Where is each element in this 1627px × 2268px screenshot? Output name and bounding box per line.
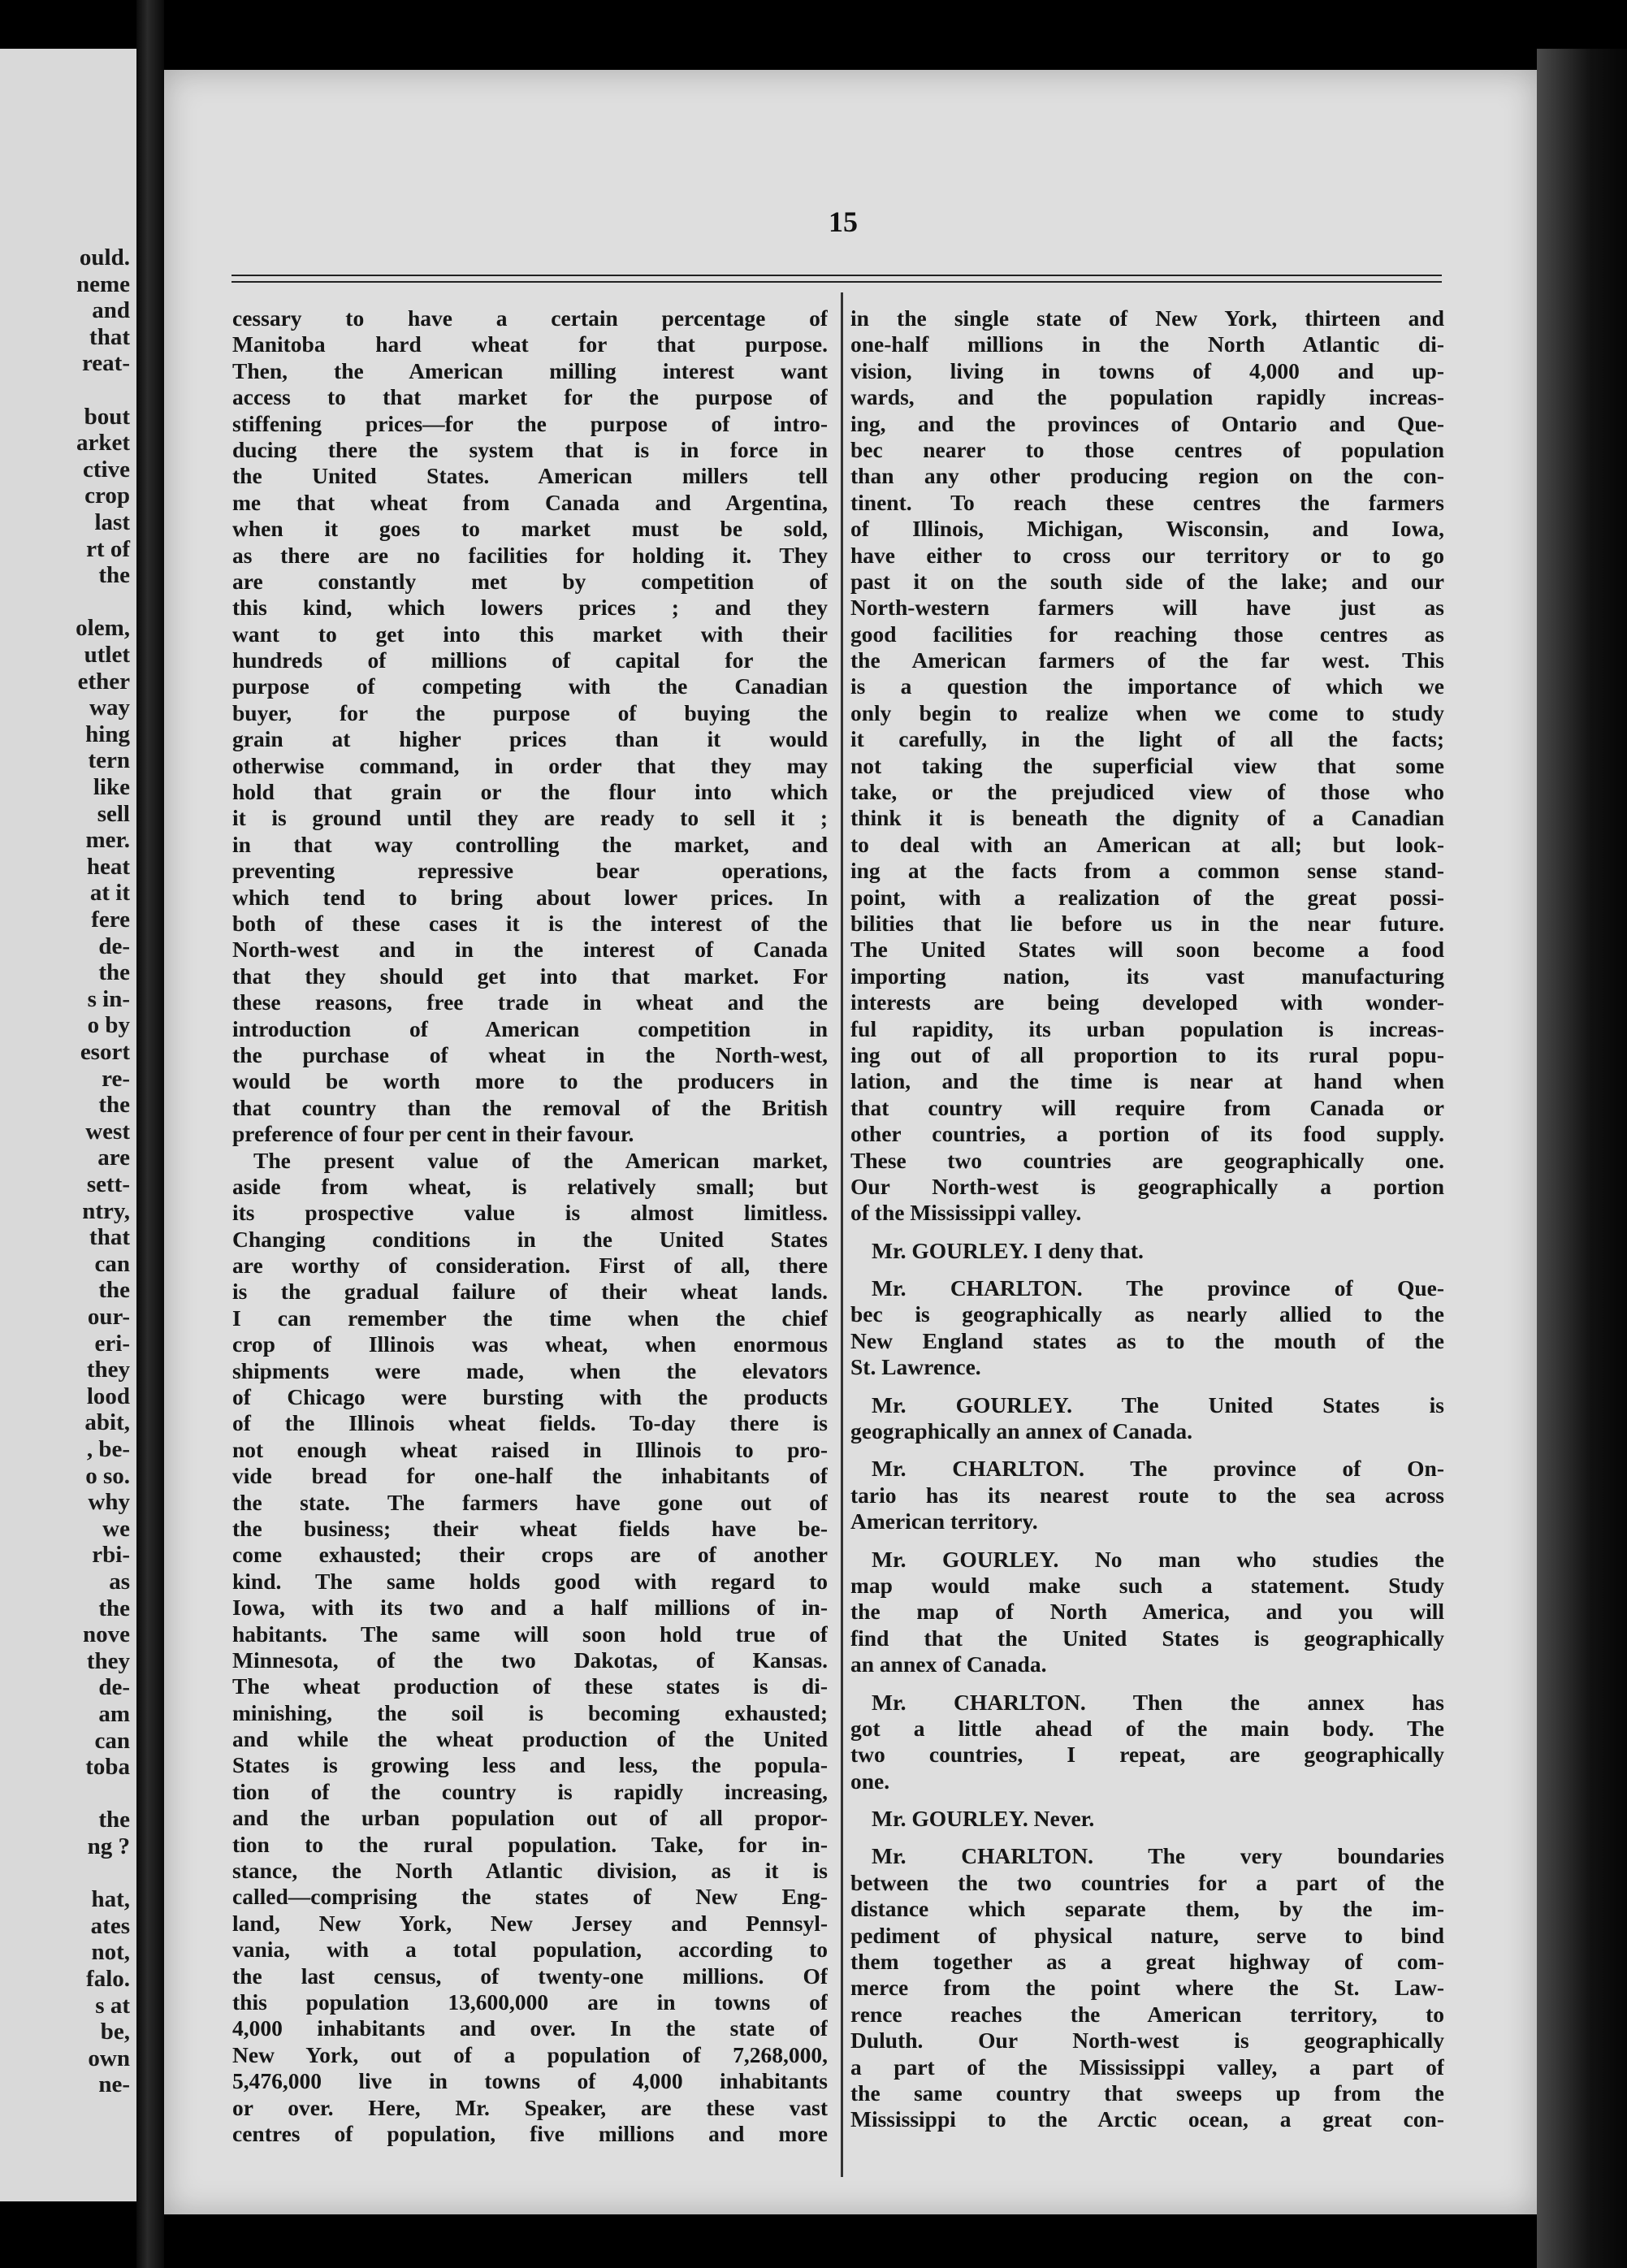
right-column-line: other countries, a portion of its food supply. [850,1121,1444,1147]
adjacent-page-word: own [88,2045,130,2071]
adjacent-page-word: toba [85,1754,130,1781]
right-column-line: Mr. CHARLTON. Then the annex has [872,1689,1444,1715]
left-column-line: Minnesota, of the two Dakotas, of Kansas. [232,1647,828,1673]
adjacent-page-word: rt of [86,535,130,562]
right-column-line: The United States will soon become a food [850,937,1444,963]
left-column-line: ducing there the system that is in force in [232,436,828,462]
adjacent-page-word: re- [102,1065,130,1092]
left-column-line: shipments were made, when the elevators [232,1357,828,1383]
left-column-line: is the gradual failure of their wheat lands. [232,1279,828,1305]
adjacent-page-fragment [0,49,136,2201]
right-column-line: geographically an annex of Canada. [850,1418,1192,1444]
adjacent-page-word: the [98,1092,130,1119]
left-column-line: hundreds of millions of capital for the [232,647,828,673]
paragraph-gap [850,1535,1444,1547]
left-column-line: States is growing less and less, the popula- [232,1752,828,1778]
left-column-line: 5,476,000 live in towns of 4,000 inhabitants [232,2068,828,2094]
adjacent-page-word: olem, [76,615,130,642]
right-column-line: than any other producing region on the con- [850,463,1444,489]
right-column-line: ing at the facts from a common sense stand- [850,858,1444,884]
adjacent-page-word: am [98,1701,130,1727]
left-column-line: access to that market for the purpose of [232,384,828,410]
paragraph-gap [850,1381,1444,1392]
right-column-line: find that the United States is geographically [850,1625,1444,1651]
right-column-line: Mr. GOURLEY. The United States is [872,1392,1444,1418]
right-column-line: of the Mississippi valley. [850,1200,1082,1226]
adjacent-page-word: rbi- [92,1542,130,1569]
adjacent-page-word: ates [90,1912,130,1939]
adjacent-page-word: can [94,1727,130,1754]
right-column-line: ing, and the provinces of Ontario and Que- [850,410,1444,436]
right-column-line: between the two countries for a part of the [850,1869,1444,1895]
right-column-line: Mr. GOURLEY. I deny that. [872,1237,1144,1263]
paragraph-gap [850,1832,1444,1843]
adjacent-page-word: o so. [85,1462,130,1489]
paragraph-gap [850,1444,1444,1456]
adjacent-page-word: de- [98,1674,130,1701]
right-column-line: ful rapidity, its urban population is increas- [850,1015,1444,1041]
left-column-line: stiffening prices—for the purpose of intro- [232,410,828,436]
adjacent-page-word: they [86,1357,130,1383]
right-column-text [850,305,1444,2133]
adjacent-page-word: abit, [84,1409,130,1436]
adjacent-page-word: mer. [85,827,130,854]
left-column-line: habitants. The same will soon hold true of [232,1621,828,1647]
adjacent-page-word: esort [80,1039,130,1065]
right-column-line: interests are being developed with wonder- [850,989,1444,1015]
right-column-line: good facilities for reaching those centres as [850,621,1444,647]
right-column-line: Mr. GOURLEY. No man who studies the [872,1546,1444,1572]
right-column-line: not taking the superficial view that some [850,752,1444,778]
right-column-line: Our North-west is geographically a portion [850,1173,1444,1199]
left-column-line: would be worth more to the producers in [232,1068,828,1094]
right-column-line: to deal with an American at all; but look- [850,831,1444,857]
paragraph-gap [850,1264,1444,1275]
right-column-line: got a little ahead of the main body. The [850,1715,1444,1741]
adjacent-page-word: falo. [86,1966,130,1992]
left-column-line: 4,000 inhabitants and over. In the state of [232,2015,828,2041]
right-column-line: that country will require from Canada or [850,1094,1444,1120]
adjacent-page-word: ng ? [87,1833,130,1859]
adjacent-page-word: are [97,1145,130,1171]
right-column-line: St. Lawrence. [850,1354,981,1380]
adjacent-page-word: as [109,1569,130,1595]
left-column-line: this kind, which lowers prices ; and they [232,595,828,621]
adjacent-page-word: our- [87,1304,130,1330]
left-column-line: aside from wheat, is relatively small; but [232,1173,828,1199]
adjacent-page-word: ntry, [82,1197,130,1224]
right-column-line: take, or the prejudiced view of those who [850,779,1444,805]
adjacent-page-word: de- [98,933,130,959]
left-column-line: purpose of competing with the Canadian [232,673,828,699]
right-column-line: point, with a realization of the great possi- [850,884,1444,910]
right-column-line: rence reaches the American territory, to [850,2001,1444,2027]
left-column-line: Manitoba hard wheat for that purpose. [232,331,828,357]
adjacent-page-word: ne- [98,2071,130,2098]
adjacent-page-word: lood [86,1383,130,1409]
left-column-line: The wheat production of these states is di- [232,1673,828,1699]
left-column-line: the United States. American millers tell [232,463,828,489]
adjacent-page-word: way [89,695,130,721]
left-column-line: it is ground until they are ready to sell it ; [232,805,828,831]
adjacent-page-word: last [94,509,130,535]
adjacent-page-word: can [94,1250,130,1277]
adjacent-page-word: west [85,1118,130,1145]
adjacent-page-word: reat- [81,350,130,377]
adjacent-page-word: the [98,562,130,589]
right-column-line: one. [850,1768,890,1794]
right-column-line: Mr. GOURLEY. Never. [872,1806,1095,1832]
right-column-line: tinent. To reach these centres the farmers [850,489,1444,515]
left-column-line: which tend to bring about lower prices. In [232,884,828,910]
right-column-line: map would make such a statement. Study [850,1572,1444,1598]
adjacent-page-word: and [92,297,130,324]
left-column-line: both of these cases it is the interest of the [232,910,828,936]
right-column-line: wards, and the population rapidly increas- [850,384,1444,410]
adjacent-page-word: at it [89,880,130,907]
right-column-line: the map of North America, and you will [850,1599,1444,1625]
paragraph-gap [850,1678,1444,1690]
right-column-line: Mr. CHARLTON. The very boundaries [872,1843,1444,1869]
right-column-line: distance which separate them, by the im- [850,1896,1444,1922]
adjacent-page-word: nove [83,1621,130,1648]
left-column-line: stance, the North Atlantic division, as it is [232,1858,828,1884]
header-rule-top [232,275,1442,276]
left-column-line: or over. Here, Mr. Speaker, are these vast [232,2094,828,2120]
left-column-line: minishing, the soil is becoming exhausted; [232,1699,828,1725]
left-column-line: when it goes to market must be sold, [232,516,828,542]
adjacent-page-word: s at [95,1992,130,2019]
left-column-line: and while the wheat production of the United [232,1726,828,1752]
left-column-line: introduction of American competition in [232,1015,828,1041]
left-column-line: the state. The farmers have gone out of [232,1489,828,1515]
left-column-line: are constantly met by competition of [232,568,828,594]
right-column-line: in the single state of New York, thirteen and [850,305,1444,331]
left-column-line: are worthy of consideration. First of all, there [232,1253,828,1279]
left-column-line: centres of population, five millions and more [232,2120,828,2146]
right-column-line: two countries, I repeat, are geographically [850,1742,1444,1768]
adjacent-page-word: crop [84,483,130,509]
left-column-line: me that wheat from Canada and Argentina, [232,489,828,515]
left-column-line: I can remember the time when the chief [232,1305,828,1331]
adjacent-page-word: hat, [91,1886,130,1913]
right-column-line: vision, living in towns of 4,000 and up- [850,357,1444,383]
adjacent-page-word: neme [76,271,130,297]
left-column-line: of the Illinois wheat fields. To-day there is [232,1410,828,1436]
right-column-line: one-half millions in the North Atlantic di- [850,331,1444,357]
adjacent-page-word: not, [91,1939,130,1966]
right-column-line: the same country that sweeps up from the [850,2080,1444,2106]
right-column-line: These two countries are geographically one. [850,1147,1444,1173]
left-column-line: New York, out of a population of 7,268,000, [232,2041,828,2067]
left-column-line: North-west and in the interest of Canada [232,937,828,963]
column-divider [841,292,843,2177]
adjacent-page-word: , be- [86,1436,130,1462]
left-column-line: the purchase of wheat in the North-west, [232,1041,828,1067]
left-column-line: Changing conditions in the United States [232,1226,828,1252]
adjacent-page-word: s in- [87,985,130,1012]
left-column-line: as there are no facilities for holding it. They [232,542,828,568]
adjacent-page-word: that [89,1224,130,1251]
left-column-line: otherwise command, in order that they may [232,752,828,778]
adjacent-page-word: sett- [86,1171,130,1197]
adjacent-page-word: heat [86,853,130,880]
adjacent-page-word: they [86,1647,130,1674]
left-column-line: want to get into this market with their [232,621,828,647]
right-column-line: ing out of all proportion to its rural popu- [850,1041,1444,1067]
left-column-line: of Chicago were bursting with the products [232,1384,828,1410]
left-column-text [232,305,828,2147]
left-column-line: crop of Illinois was wheat, when enormous [232,1331,828,1357]
right-column-line: an annex of Canada. [850,1651,1047,1677]
right-column-line: of Illinois, Michigan, Wisconsin, and Iowa, [850,516,1444,542]
right-column-line: them together as a great highway of com- [850,1949,1444,1975]
right-column-line: bec nearer to those centres of population [850,436,1444,462]
right-column-line: tario has its nearest route to the sea across [850,1482,1444,1508]
left-column-line: tion of the country is rapidly increasing, [232,1778,828,1804]
right-column-line: think it is beneath the dignity of a Canadian [850,805,1444,831]
left-column-line: kind. The same holds good with regard to [232,1568,828,1594]
left-column-line: not enough wheat raised in Illinois to pro- [232,1436,828,1462]
right-column-line: importing nation, its vast manufacturing [850,963,1444,989]
right-column-line: pediment of physical nature, serve to bind [850,1922,1444,1948]
right-column-line: merce from the point where the St. Law- [850,1975,1444,2001]
adjacent-page-word: utlet [84,642,130,668]
left-column-line: land, New York, New Jersey and Pennsyl- [232,1910,828,1936]
adjacent-page-word: that [89,323,130,350]
right-column-line: is a question the importance of which we [850,673,1444,699]
adjacent-page-word: o by [87,1012,130,1039]
right-column-line: lation, and the time is near at hand when [850,1068,1444,1094]
right-column-line: American territory. [850,1508,1038,1534]
left-column-line: this population 13,600,000 are in towns of [232,1989,828,2015]
adjacent-page-word: ould. [79,245,130,271]
adjacent-page-word: sell [97,800,130,827]
right-column-line: past it on the south side of the lake; and our [850,568,1444,594]
left-column-line: preference of four per cent in their favour. [232,1121,634,1147]
right-column-line: Mississippi to the Arctic ocean, a great con- [850,2106,1444,2132]
left-column-line: these reasons, free trade in wheat and the [232,989,828,1015]
left-column-line: hold that grain or the flour into which [232,779,828,805]
left-column-line: tion to the rural population. Take, for in- [232,1831,828,1857]
left-column-line: Then, the American milling interest want [232,357,828,383]
left-column-line: the business; their wheat fields have be- [232,1515,828,1541]
adjacent-page-word: hing [85,721,130,747]
left-column-line: cessary to have a certain percentage of [232,305,828,331]
left-column-line: its prospective value is almost limitless. [232,1200,828,1226]
adjacent-page-word: ether [77,668,130,695]
adjacent-page-word: ctive [83,456,130,483]
left-column-line: The present value of the American market, [253,1147,828,1173]
left-column-line: vania, with a total population, according to [232,1937,828,1963]
adjacent-page-word: arket [76,430,130,457]
left-column-line: called—comprising the states of New Eng- [232,1884,828,1910]
adjacent-page-word: the [98,1595,130,1621]
left-column-line: Iowa, with its two and a half millions of in- [232,1595,828,1621]
adjacent-page-word: why [88,1489,130,1516]
adjacent-page-word: the [98,1807,130,1833]
left-column-line: vide bread for one-half the inhabitants of [232,1463,828,1489]
adjacent-page-word: we [102,1515,130,1542]
right-column-line: the American farmers of the far west. This [850,647,1444,673]
adjacent-page-word: the [98,1277,130,1304]
header-rule-bottom [232,281,1442,283]
page-edge-shadow [1537,49,1627,2268]
right-column-line: bilities that lie before us in the near future. [850,910,1444,936]
page-number: 15 [829,206,858,238]
left-column-line: in that way controlling the market, and [232,831,828,857]
right-column-line: Mr. CHARLTON. The province of Que- [872,1275,1444,1301]
left-column-line: grain at higher prices than it would [232,726,828,752]
adjacent-page-word: the [98,959,130,986]
page-gutter [136,0,164,2268]
adjacent-page-word: bout [84,403,130,430]
right-column-line: New England states as to the mouth of the [850,1327,1444,1353]
adjacent-page-word: be, [100,2019,130,2045]
right-column-line: Mr. CHARLTON. The province of On- [872,1456,1444,1482]
adjacent-page-word: eri- [94,1330,130,1357]
adjacent-page-word: like [93,774,130,800]
paragraph-gap [850,1227,1444,1238]
left-column-line: that they should get into that market. For [232,963,828,989]
right-column-line: have either to cross our territory or to go [850,542,1444,568]
left-column-line: the last census, of twenty-one millions. Of [232,1963,828,1989]
left-column-line: that country than the removal of the British [232,1094,828,1120]
right-column-line: a part of the Mississippi valley, a part of [850,2054,1444,2080]
right-column-line: only begin to realize when we come to study [850,699,1444,725]
left-column-line: and the urban population out of all propor- [232,1805,828,1831]
left-column-line: preventing repressive bear operations, [232,858,828,884]
adjacent-page-word: tern [88,747,130,774]
right-column-line: Duluth. Our North-west is geographically [850,2028,1444,2054]
right-column-line: North-western farmers will have just as [850,595,1444,621]
left-column-line: come exhausted; their crops are of another [232,1542,828,1568]
adjacent-page-word: fere [91,907,130,933]
right-column-line: it carefully, in the light of all the facts; [850,726,1444,752]
left-column-line: buyer, for the purpose of buying the [232,699,828,725]
paragraph-gap [850,1794,1444,1806]
right-column-line: bec is geographically as nearly allied to the [850,1301,1444,1327]
